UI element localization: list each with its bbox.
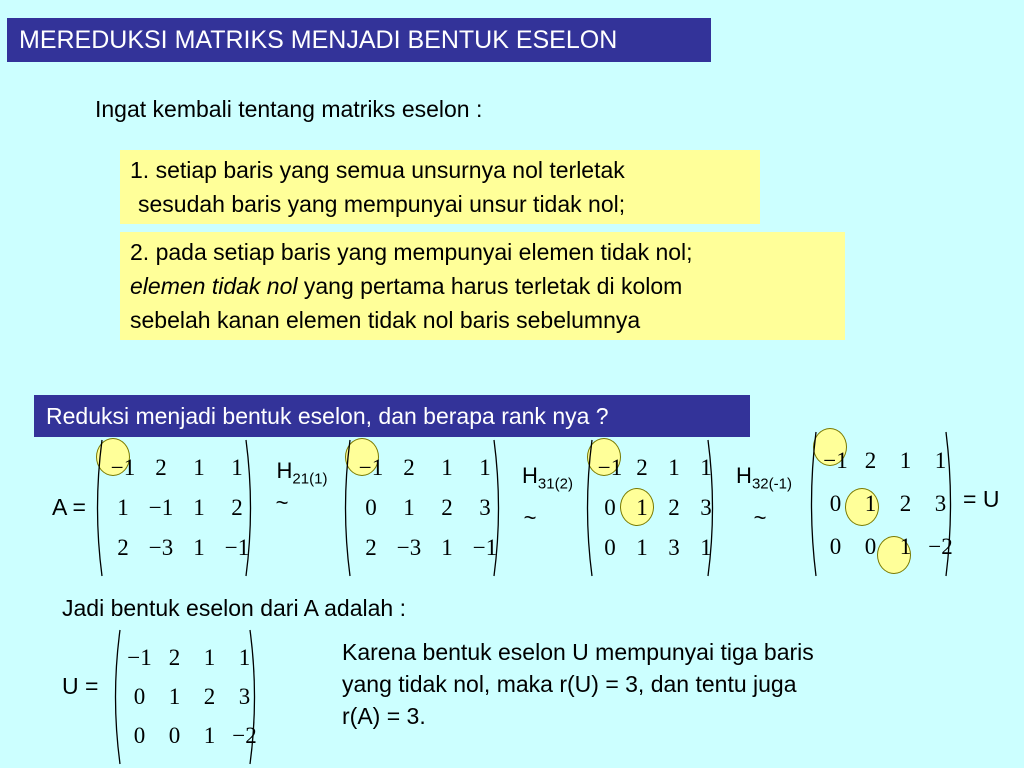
left-paren: [110, 628, 122, 766]
matrix-cell: 0: [829, 491, 842, 516]
conclusion-line-2: yang tidak nol, maka r(U) = 3, dan tentu juga: [342, 671, 797, 697]
conclusion-text: [342, 636, 814, 732]
matrix-cell: 0: [604, 535, 616, 560]
left-paren: [806, 430, 818, 578]
matrix-cell: 1: [193, 455, 205, 480]
matrix-cell: 0: [133, 684, 146, 709]
matrix-cell: 1: [441, 455, 453, 480]
matrix-cell: −1: [127, 644, 152, 670]
op-h31-sub: 31(2): [537, 475, 573, 493]
conclusion-heading: Jadi bentuk eselon dari A adalah :: [62, 595, 406, 621]
matrix-cell: 1: [899, 533, 912, 559]
matrix-cell: 0: [864, 533, 877, 559]
op-h32: [724, 463, 804, 497]
left-paren: [582, 438, 594, 578]
rule-1-box: [120, 150, 760, 224]
rule-2-line-2-rest: yang pertama harus terletak di kolom: [297, 273, 683, 299]
rule-1-line-1: 1. setiap baris yang semua unsurnya nol terletak: [130, 157, 625, 183]
op-h32-sub: 32(-1): [751, 475, 792, 493]
matrix-cell: 0: [168, 723, 181, 749]
matrix-cell: −1: [148, 495, 174, 520]
matrix-cell: 1: [168, 684, 181, 709]
matrix-cell: 0: [604, 495, 616, 520]
matrix-cell: 2: [231, 495, 243, 520]
op-h21-tilde: ~: [275, 490, 289, 515]
conclusion-line-3: r(A) = 3.: [342, 703, 426, 729]
matrix-cell: −1: [110, 455, 136, 480]
matrix-cell: 2: [636, 455, 648, 480]
matrix-cell: −1: [823, 448, 848, 474]
op-h21-name: H: [276, 458, 293, 483]
op-h21: [262, 458, 342, 492]
matrix-cell: −2: [928, 533, 953, 559]
matrix-cell: −3: [396, 535, 422, 560]
rule-2-line-3: sebelah kanan elemen tidak nol baris sebelumnya: [130, 307, 641, 333]
matrix-cell: 1: [636, 535, 648, 560]
matrix-cell: 0: [365, 495, 377, 520]
matrix-step-1: [340, 438, 504, 578]
label-u: U =: [62, 673, 99, 699]
matrix-cell: 1: [231, 455, 243, 480]
op-h21-sub: 21(1): [292, 470, 328, 488]
intro-text: Ingat kembali tentang matriks eselon :: [95, 96, 483, 122]
conclusion-line-1: Karena bentuk eselon U mempunyai tiga baris: [342, 639, 814, 665]
matrix-cell: 3: [934, 491, 947, 516]
matrix-cell: −1: [358, 455, 384, 480]
matrix-cell: 2: [864, 448, 877, 474]
matrix-cell: 2: [899, 491, 912, 516]
matrix-cell: 1: [934, 448, 947, 474]
matrix-cell: 1: [441, 535, 453, 560]
rule-1-line-2: sesudah baris yang mempunyai unsur tidak nol;: [138, 191, 626, 217]
matrix-cell: 1: [193, 495, 205, 520]
question-box: Reduksi menjadi bentuk eselon, dan berapa rank nya ?: [34, 395, 750, 437]
matrix-cell: 1: [700, 535, 712, 560]
matrix-cell: 2: [203, 684, 216, 709]
op-h31-name: H: [522, 463, 538, 488]
matrix-cell: 2: [155, 455, 167, 480]
matrix-cell: 2: [668, 495, 680, 520]
matrix-cell: 1: [636, 495, 648, 520]
matrix-cell: 2: [365, 535, 377, 560]
matrix-cell: 1: [700, 455, 712, 480]
matrix-cell: 1: [117, 495, 129, 520]
op-h31: [510, 463, 585, 497]
matrix-cell: −2: [232, 723, 257, 749]
matrix-cell: 0: [133, 723, 146, 749]
matrix-u: [110, 628, 260, 766]
matrix-cell: 0: [829, 533, 842, 559]
left-paren: [92, 438, 104, 578]
matrix-cell: 1: [668, 455, 680, 480]
rule-2-italic: elemen tidak nol: [130, 273, 298, 299]
matrix-a: [92, 438, 256, 578]
matrix-cell: 1: [864, 491, 877, 516]
label-eq-u: = U: [963, 486, 1000, 512]
matrix-cell: 3: [700, 495, 712, 520]
op-h32-name: H: [736, 463, 752, 488]
matrix-cell: −1: [224, 535, 250, 560]
rule-2-line-2: [130, 269, 845, 303]
matrix-cell: 3: [479, 495, 491, 520]
op-h31-tilde: ~: [523, 505, 537, 530]
matrix-cell: 3: [238, 684, 251, 709]
matrix-cell: 1: [203, 644, 216, 670]
matrix-cell: 2: [403, 455, 415, 480]
matrix-cell: 1: [479, 455, 491, 480]
matrix-cell: 1: [193, 535, 205, 560]
matrix-cell: 2: [117, 535, 129, 560]
matrix-cell: −3: [148, 535, 174, 560]
matrix-step-2: [582, 438, 718, 578]
matrix-cell: 2: [168, 644, 181, 670]
matrix-cell: 2: [441, 495, 453, 520]
label-a: A =: [52, 494, 86, 520]
left-paren: [340, 438, 352, 578]
slide-title: MEREDUKSI MATRIKS MENJADI BENTUK ESELON: [7, 18, 711, 62]
matrix-cell: 1: [238, 644, 251, 670]
matrix-step-3: [806, 430, 956, 578]
rule-2-box: [120, 232, 845, 340]
matrix-cell: −1: [472, 535, 498, 560]
rule-2-line-1: 2. pada setiap baris yang mempunyai elemen tidak nol;: [130, 239, 693, 265]
matrix-cell: 1: [203, 723, 216, 749]
matrix-cell: −1: [597, 455, 623, 480]
matrix-cell: 1: [403, 495, 415, 520]
matrix-cell: 3: [668, 535, 680, 560]
matrix-cell: 1: [899, 448, 912, 474]
op-h32-tilde: ~: [753, 505, 767, 530]
